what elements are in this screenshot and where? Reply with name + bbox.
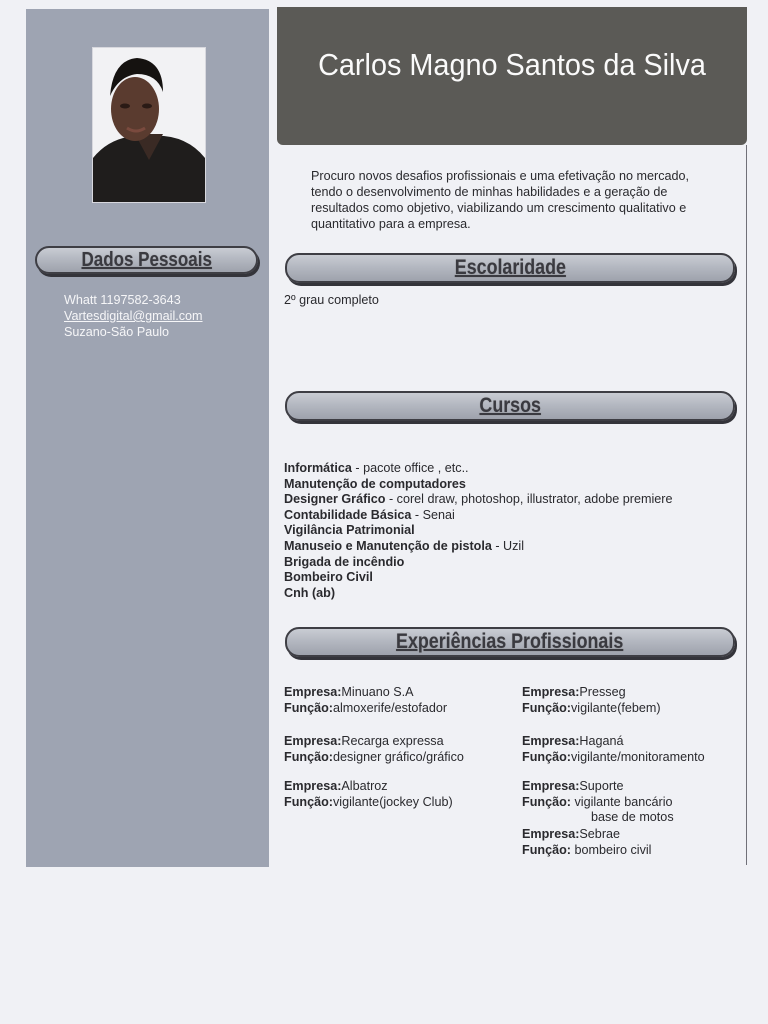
course-item: Contabilidade Básica - Senai xyxy=(284,507,455,522)
course-item: Vigilância Patrimonial xyxy=(284,523,415,538)
course-item: Manuseio e Manutenção de pistola - Uzil xyxy=(284,538,525,553)
experience-entry: Empresa:Suporte Função: vigilante bancário base de motos xyxy=(522,779,674,825)
experience-entry: Empresa:Presseg Função:vigilante(febem) xyxy=(522,685,661,715)
objective-text: Procuro novos desafios profissionais e uma efetivação no mercado, tendo o desenvolvimento de minhas habilidades e a geração de resultados como objetivo, viabilizando um crescimento qualitativo e quantitativo para a empresa. xyxy=(311,169,690,231)
contact-location: Suzano-São Paulo xyxy=(64,325,170,339)
experience-entry: Empresa:Haganá Função:vigilante/monitoramento xyxy=(522,734,705,764)
course-item: Bombeiro Civil xyxy=(284,570,373,585)
experience-entry: Empresa:Recarga expressa Função:designer gráfico/gráfico xyxy=(284,734,464,764)
course-item: Cnh (ab) xyxy=(284,585,336,600)
section-title-education: Escolaridade xyxy=(454,256,566,279)
candidate-name: Carlos Magno Santos da Silva xyxy=(318,47,706,82)
right-border-line xyxy=(746,145,747,865)
section-title-personal: Dados Pessoais xyxy=(81,248,212,271)
course-item: Designer Gráfico - corel draw, photoshop, illustrator, adobe premiere xyxy=(284,492,673,507)
section-header-experience xyxy=(285,627,735,657)
courses-list xyxy=(284,461,673,601)
course-item: Informática - pacote office , etc.. xyxy=(284,461,469,475)
contact-info xyxy=(64,292,203,340)
name-header xyxy=(277,7,747,145)
section-title-experience: Experiências Profissionais xyxy=(396,630,624,653)
experience-entry: Empresa:Albatroz Função:vigilante(jockey Club) xyxy=(284,779,453,809)
contact-email[interactable]: Vartesdigital@gmail.com xyxy=(64,309,203,323)
education-text: 2º grau completo xyxy=(284,293,379,307)
section-title-courses: Cursos xyxy=(479,394,541,417)
profile-photo xyxy=(92,47,206,203)
course-item: Brigada de incêndio xyxy=(284,554,405,569)
experience-entry: Empresa:Minuano S.A Função:almoxerife/estofador xyxy=(284,685,448,715)
section-header-courses xyxy=(285,391,735,421)
experience-entry: Empresa:Sebrae Função: bombeiro civil xyxy=(522,827,652,857)
section-header-education xyxy=(285,253,735,283)
contact-phone: Whatt 1197582-3643 xyxy=(64,293,181,307)
section-header-personal xyxy=(35,246,258,274)
course-item: Manutenção de computadores xyxy=(284,476,466,491)
